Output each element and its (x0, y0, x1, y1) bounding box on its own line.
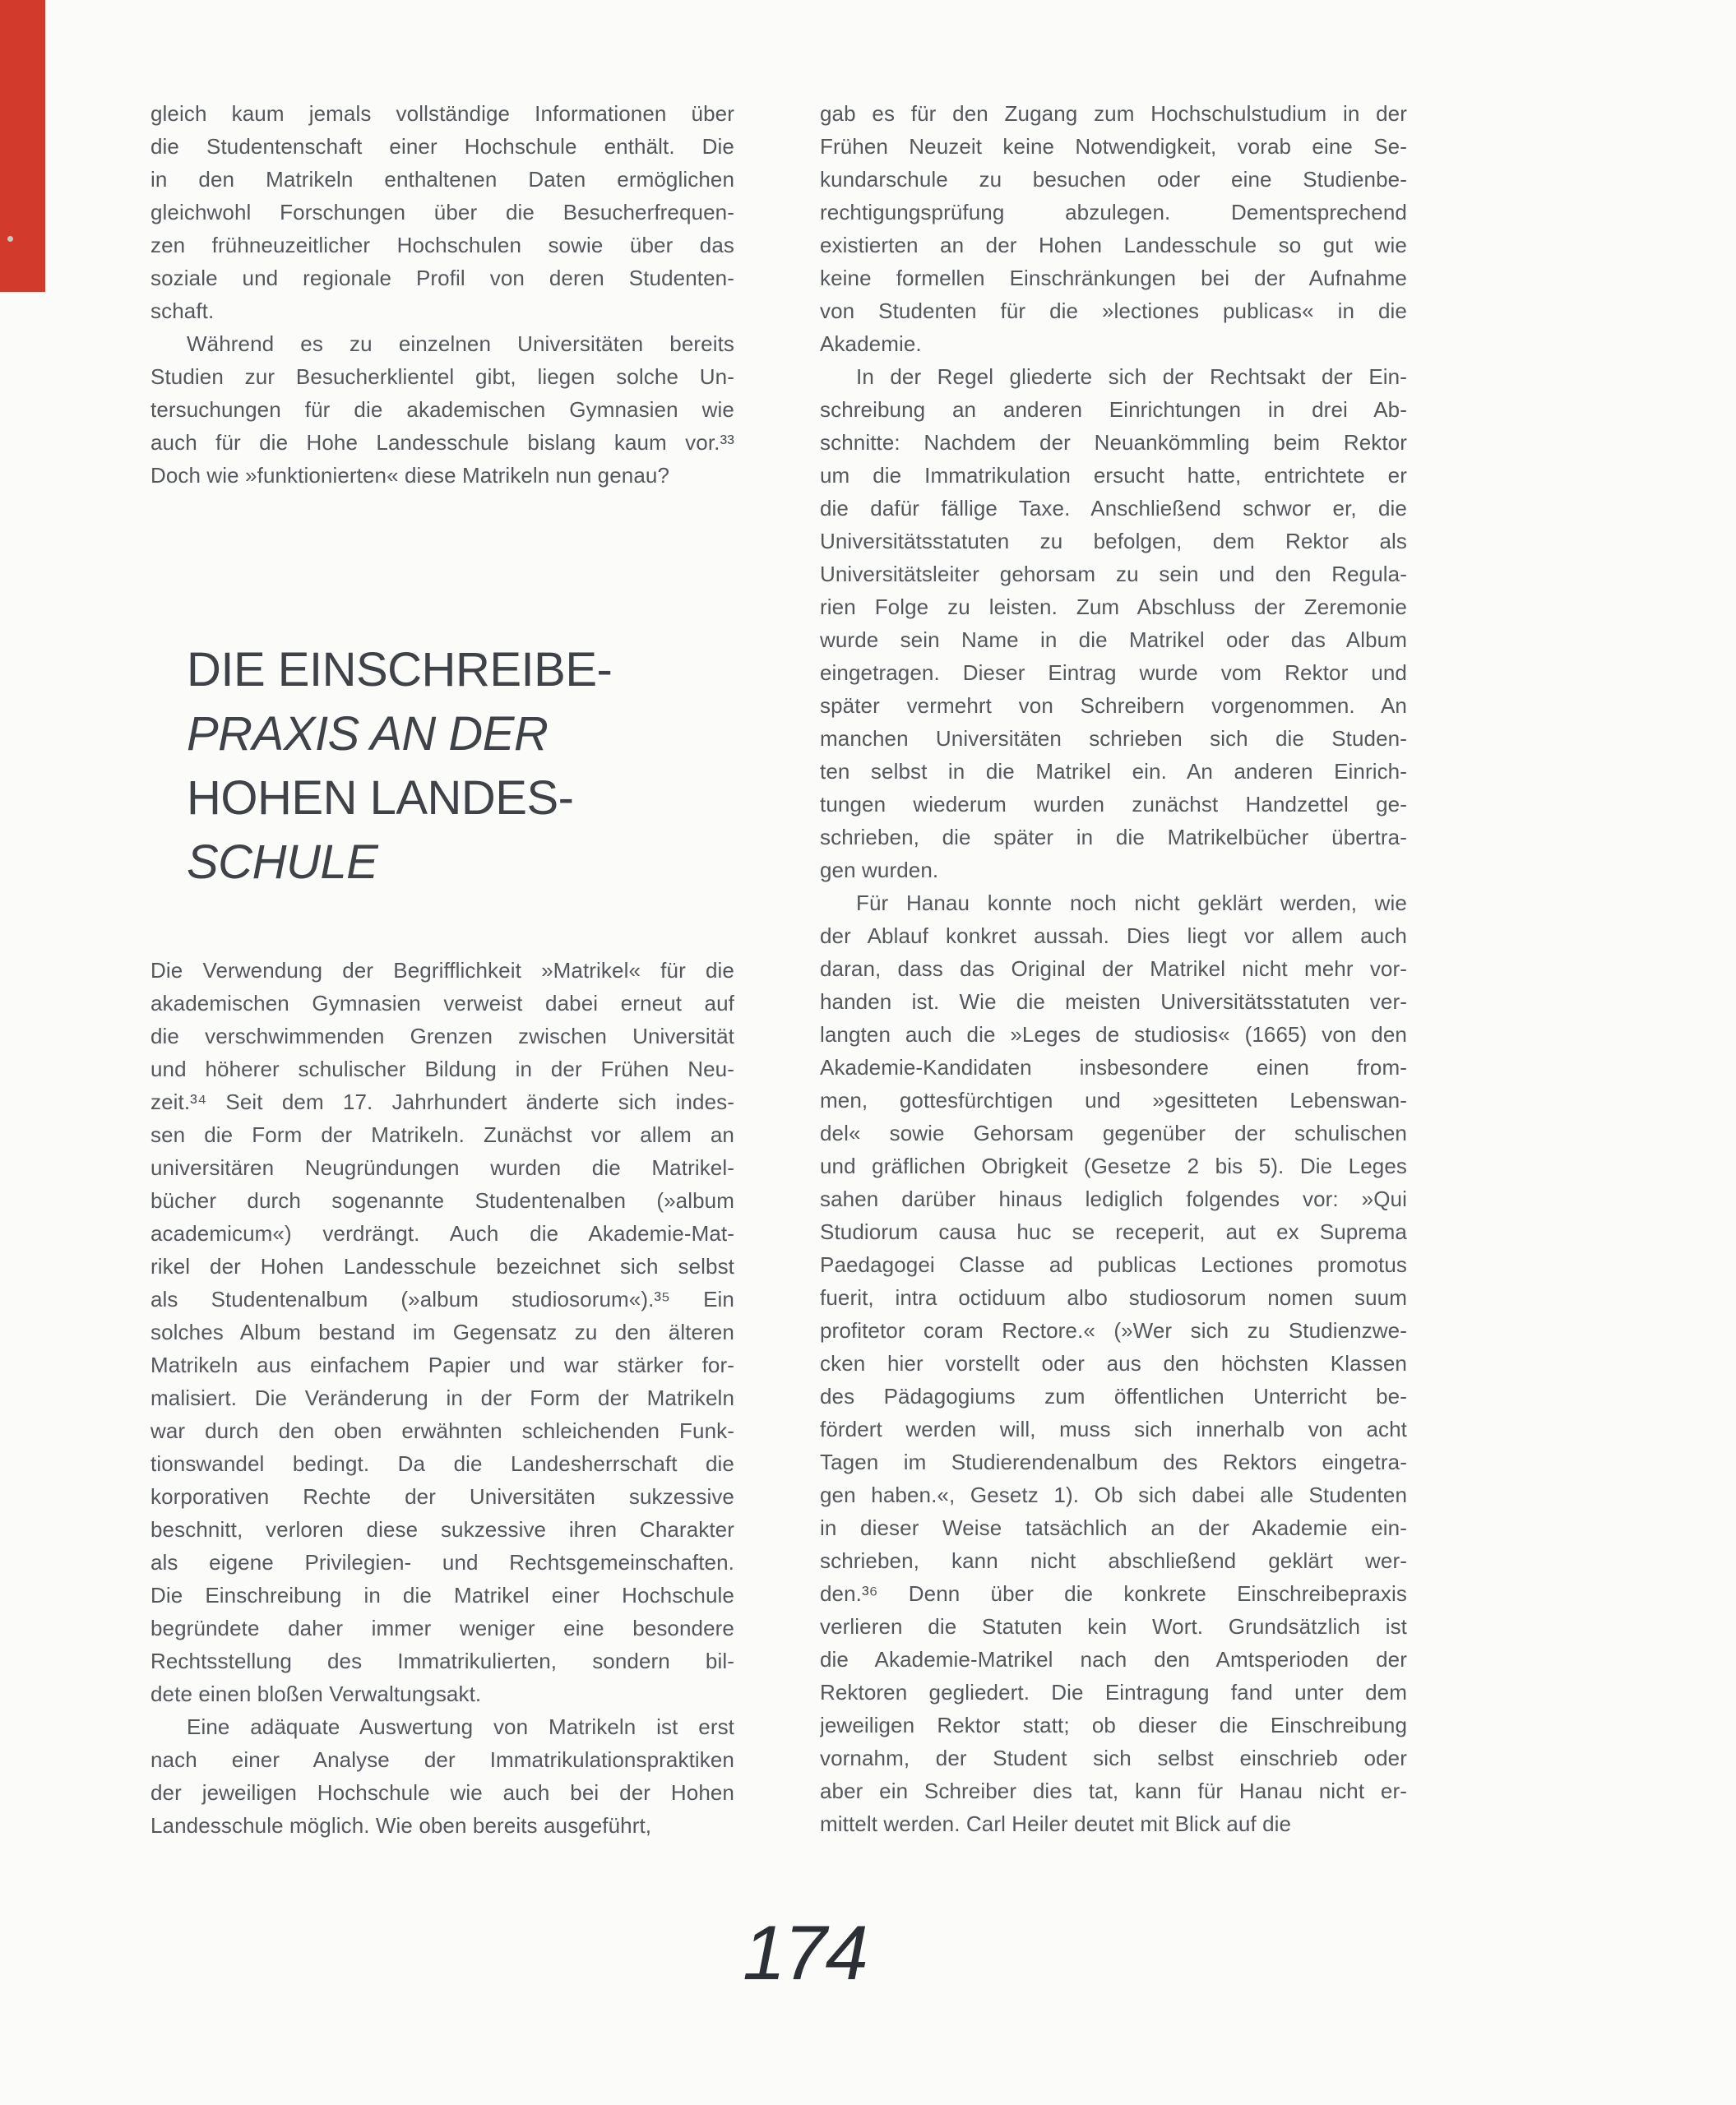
text-line: zeit.³⁴ Seit dem 17. Jahrhundert änderte sich indes- (150, 1090, 734, 1114)
text-line: und gräflichen Obrigkeit (Gesetze 2 bis 5). Die Leges (820, 1154, 1407, 1178)
paragraph (820, 360, 1407, 886)
text-line: Rechtsstellung des Immatrikulierten, sondern bil- (150, 1649, 734, 1673)
text-line: schrieben, die später in die Matrikelbücher übertra- (820, 825, 1407, 849)
text-line: gen wurden. (820, 858, 939, 882)
text-line: rikel der Hohen Landesschule bezeichnet sich selbst (150, 1254, 734, 1279)
text-line: tionswandel bedingt. Da die Landesherrschaft die (150, 1451, 734, 1476)
text-line: von Studenten für die »lectiones publicas« in die (820, 298, 1407, 323)
text-line: als eigene Privilegien- und Rechtsgemeinschaften. (150, 1550, 734, 1575)
right-column (820, 97, 1407, 1840)
text-line: profitetor coram Rectore.« (»Wer sich zu Studienzwe- (820, 1318, 1407, 1343)
text-line: nach einer Analyse der Immatrikulationspraktiken (150, 1747, 734, 1772)
text-line: men, gottesfürchtigen und »gesitteten Lebenswan- (820, 1088, 1407, 1113)
text-line: Landesschule möglich. Wie oben bereits ausgeführt, (150, 1813, 652, 1838)
text-line: kundarschule zu besuchen oder eine Studienbe- (820, 167, 1407, 192)
text-line: ten selbst in die Matrikel ein. An anderen Einrich- (820, 759, 1407, 784)
text-line: beschnitt, verloren diese sukzessive ihren Charakter (150, 1517, 734, 1542)
text-line: begründete daher immer weniger eine besondere (150, 1616, 734, 1640)
text-line: gleichwohl Forschungen über die Besucherfrequen- (150, 200, 734, 224)
text-line: eingetragen. Dieser Eintrag wurde vom Rektor und (820, 660, 1407, 685)
text-line: Akademie. (820, 331, 922, 356)
text-line: die dafür fällige Taxe. Anschließend schwor er, die (820, 496, 1407, 520)
text-line: wurde sein Name in die Matrikel oder das Album (820, 627, 1407, 652)
heading-line-2: PRAXIS AN DER (187, 707, 549, 761)
scan-speck (7, 236, 13, 242)
text-line: tersuchungen für die akademischen Gymnasien wie (150, 397, 734, 422)
text-line: daran, dass das Original der Matrikel nicht mehr vor- (820, 956, 1407, 981)
page-number: 174 (743, 1909, 867, 1996)
text-line: rien Folge zu leisten. Zum Abschluss der Zeremonie (820, 594, 1407, 619)
text-line: die Studentenschaft einer Hochschule enthält. Die (150, 134, 734, 159)
text-line: war durch den oben erwähnten schleichenden Funk- (150, 1418, 734, 1443)
text-line: existierten an der Hohen Landesschule so gut wie (820, 233, 1407, 257)
text-line: jeweiligen Rektor statt; ob dieser die Einschreibung (820, 1713, 1407, 1737)
text-line: später vermehrt von Schreibern vorgenommen. An (820, 693, 1407, 718)
text-line: In der Regel gliederte sich der Rechtsakt der Ein- (856, 364, 1407, 389)
text-line: Akademie-Kandidaten insbesondere einen from- (820, 1055, 1407, 1080)
text-line: sen die Form der Matrikeln. Zunächst vor allem an (150, 1122, 734, 1147)
text-line: handen ist. Wie die meisten Universitätsstatuten ver- (820, 989, 1407, 1014)
text-line: die verschwimmenden Grenzen zwischen Universität (150, 1024, 734, 1048)
paragraph (150, 954, 734, 1710)
text-line: keine formellen Einschränkungen bei der Aufnahme (820, 266, 1407, 290)
text-line: des Pädagogiums zum öffentlichen Unterricht be- (820, 1384, 1407, 1409)
text-line: in dieser Weise tatsächlich an der Akademie ein- (820, 1515, 1407, 1540)
text-line: vornahm, der Student sich selbst einschrieb oder (820, 1746, 1407, 1770)
text-line: bücher durch sogenannte Studentenalben (»album (150, 1188, 734, 1213)
text-line: Für Hanau konnte noch nicht geklärt werden, wie (856, 891, 1407, 915)
text-line: rechtigungsprüfung abzulegen. Dementsprechend (820, 200, 1407, 224)
text-line: Tagen im Studierendenalbum des Rektors eingetra- (820, 1450, 1407, 1474)
text-line: die Akademie-Matrikel nach den Amtsperioden der (820, 1647, 1407, 1672)
text-line: verlieren die Statuten kein Wort. Grundsätzlich ist (820, 1614, 1407, 1639)
text-line: gab es für den Zugang zum Hochschulstudium in der (820, 101, 1407, 126)
text-line: tungen wiederum wurden zunächst Handzettel ge- (820, 792, 1407, 817)
text-line: sahen darüber hinaus lediglich folgendes vor: »Qui (820, 1187, 1407, 1211)
text-line: Frühen Neuzeit keine Notwendigkeit, vorab eine Se- (820, 134, 1407, 159)
text-line: gen haben.«, Gesetz 1). Ob sich dabei alle Studenten (820, 1483, 1407, 1507)
text-line: Die Einschreibung in die Matrikel einer Hochschule (150, 1583, 734, 1608)
text-line: universitären Neugründungen wurden die Matrikel- (150, 1155, 734, 1180)
text-line: schnitte: Nachdem der Neuankömmling beim Rektor (820, 430, 1407, 455)
text-line: del« sowie Gehorsam gegenüber der schulischen (820, 1121, 1407, 1145)
text-line: der jeweiligen Hochschule wie auch bei der Hohen (150, 1780, 734, 1805)
text-line: dete einen bloßen Verwaltungsakt. (150, 1682, 482, 1706)
text-line: akademischen Gymnasien verweist dabei erneut auf (150, 991, 734, 1015)
paragraph (150, 1710, 734, 1842)
text-line: gleich kaum jemals vollständige Informationen über (150, 101, 734, 126)
text-line: academicum«) verdrängt. Auch die Akademie-Mat- (150, 1221, 734, 1246)
left-column (150, 97, 734, 1842)
paragraph (150, 327, 734, 492)
text-line: zen frühneuzeitlicher Hochschulen sowie über das (150, 233, 734, 257)
text-line: manchen Universitäten schrieben sich die Studen- (820, 726, 1407, 751)
text-line: schrieben, kann nicht abschließend geklärt wer- (820, 1548, 1407, 1573)
section-heading (187, 638, 734, 895)
text-line: Universitätsleiter gehorsam zu sein und den Regula- (820, 562, 1407, 586)
text-line: als Studentenalbum (»album studiosorum«).³⁵ Ein (150, 1287, 734, 1312)
text-line: korporativen Rechte der Universitäten sukzessive (150, 1484, 734, 1509)
text-line: aber ein Schreiber dies tat, kann für Hanau nicht er- (820, 1779, 1407, 1803)
text-line: soziale und regionale Profil von deren Studenten- (150, 266, 734, 290)
text-line: Studiorum causa huc se receperit, aut ex Suprema (820, 1219, 1407, 1244)
text-line: solches Album bestand im Gegensatz zu den älteren (150, 1320, 734, 1344)
text-line: Während es zu einzelnen Universitäten bereits (187, 331, 734, 356)
text-line: Eine adäquate Auswertung von Matrikeln ist erst (187, 1714, 734, 1739)
red-edge-tab (0, 0, 45, 292)
text-line: Studien zur Besucherklientel gibt, liegen solche Un- (150, 364, 734, 389)
text-line: Matrikeln aus einfachem Papier und war stärker for- (150, 1353, 734, 1377)
paragraph-continued (150, 97, 734, 327)
text-line: Universitätsstatuten zu befolgen, dem Rektor als (820, 529, 1407, 553)
text-line: fuerit, intra octiduum albo studiosorum nomen suum (820, 1285, 1407, 1310)
text-line: schreibung an anderen Einrichtungen in drei Ab- (820, 397, 1407, 422)
heading-line-3: HOHEN LANDES- (187, 771, 574, 825)
heading-line-1: DIE EINSCHREIBE- (187, 643, 613, 696)
text-line: Doch wie »funktionierten« diese Matrikeln nun genau? (150, 463, 670, 488)
text-line: malisiert. Die Veränderung in der Form der Matrikeln (150, 1386, 734, 1410)
text-line: langten auch die »Leges de studiosis« (1665) von den (820, 1022, 1407, 1047)
heading-line-4: SCHULE (187, 835, 378, 889)
text-line: Rektoren gegliedert. Die Eintragung fand unter dem (820, 1680, 1407, 1705)
paragraph-continued (820, 97, 1407, 360)
text-line: Paedagogei Classe ad publicas Lectiones promotus (820, 1252, 1407, 1277)
text-line: mittelt werden. Carl Heiler deutet mit Blick auf die (820, 1811, 1292, 1836)
text-line: cken hier vorstellt oder aus den höchsten Klassen (820, 1351, 1407, 1376)
text-line: schaft. (150, 298, 215, 323)
text-line: Die Verwendung der Begrifflichkeit »Matrikel« für die (150, 958, 734, 983)
text-line: und höherer schulischer Bildung in der Frühen Neu- (150, 1057, 734, 1081)
text-line: den.³⁶ Denn über die konkrete Einschreibepraxis (820, 1581, 1407, 1606)
paragraph (820, 886, 1407, 1840)
text-line: der Ablauf konkret aussah. Dies liegt vor allem auch (820, 923, 1407, 948)
text-line: fördert werden will, muss sich innerhalb von acht (820, 1417, 1407, 1441)
text-line: auch für die Hohe Landesschule bislang kaum vor.³³ (150, 430, 734, 455)
text-line: in den Matrikeln enthaltenen Daten ermöglichen (150, 167, 734, 192)
text-line: um die Immatrikulation ersucht hatte, entrichtete er (820, 463, 1407, 488)
